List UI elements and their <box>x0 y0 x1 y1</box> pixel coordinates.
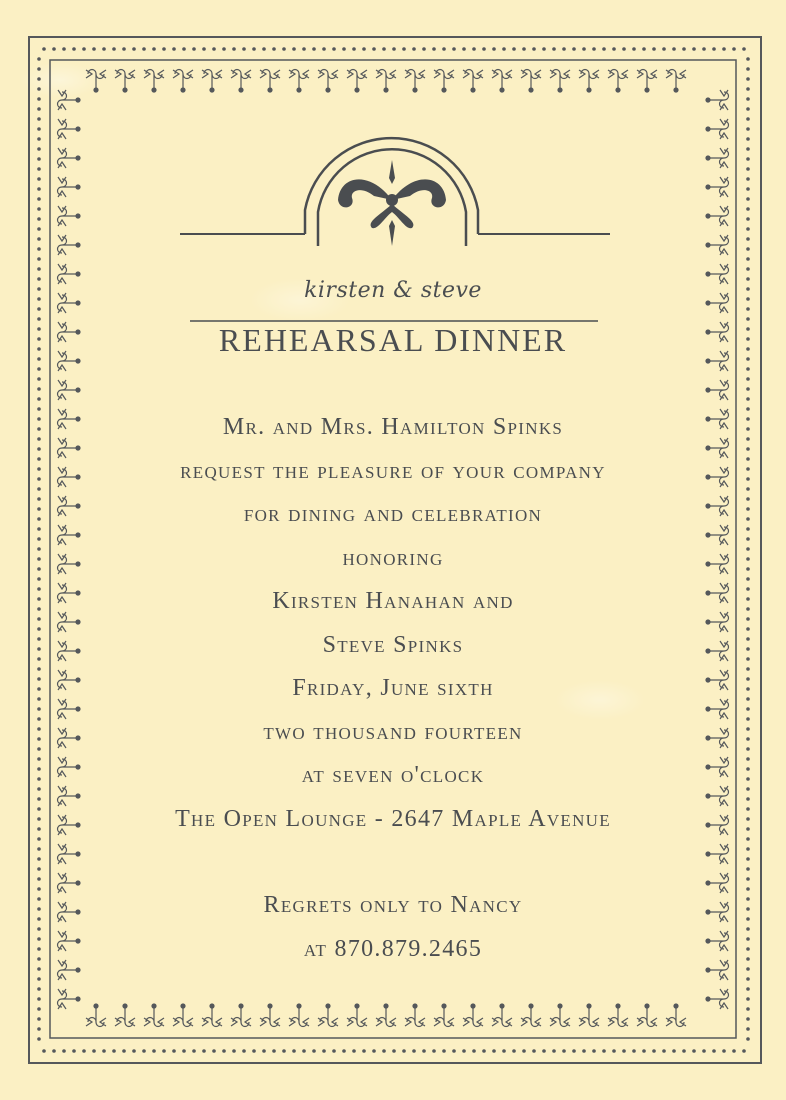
honoring-line: honoring <box>342 544 444 571</box>
fleur-icon <box>338 160 446 246</box>
honoree-line-1: Kirsten Hanahan and <box>272 588 514 614</box>
crest-ornament <box>180 138 610 246</box>
host-line: Mr. and Mrs. Hamilton Spinks <box>222 414 564 440</box>
phone-line: at 870.879.2465 <box>303 935 483 962</box>
venue-line: The Open Lounge - 2647 Maple Avenue <box>175 805 611 832</box>
invitation-body <box>0 406 786 841</box>
request-line: request the pleasure of your company <box>180 457 606 484</box>
purpose-line: for dining and celebration <box>243 501 543 527</box>
time-line: at seven o'clock <box>301 762 485 788</box>
event-title: REHEARSAL DINNER <box>218 322 568 358</box>
honoree-line-2: Steve Spinks <box>322 631 464 658</box>
regrets-block <box>0 884 786 971</box>
regrets-line: Regrets only to Nancy <box>263 892 523 918</box>
date-line: Friday, June sixth <box>292 675 494 701</box>
year-line: two thousand fourteen <box>263 718 523 745</box>
couple-names: kirsten & steve <box>304 278 482 303</box>
